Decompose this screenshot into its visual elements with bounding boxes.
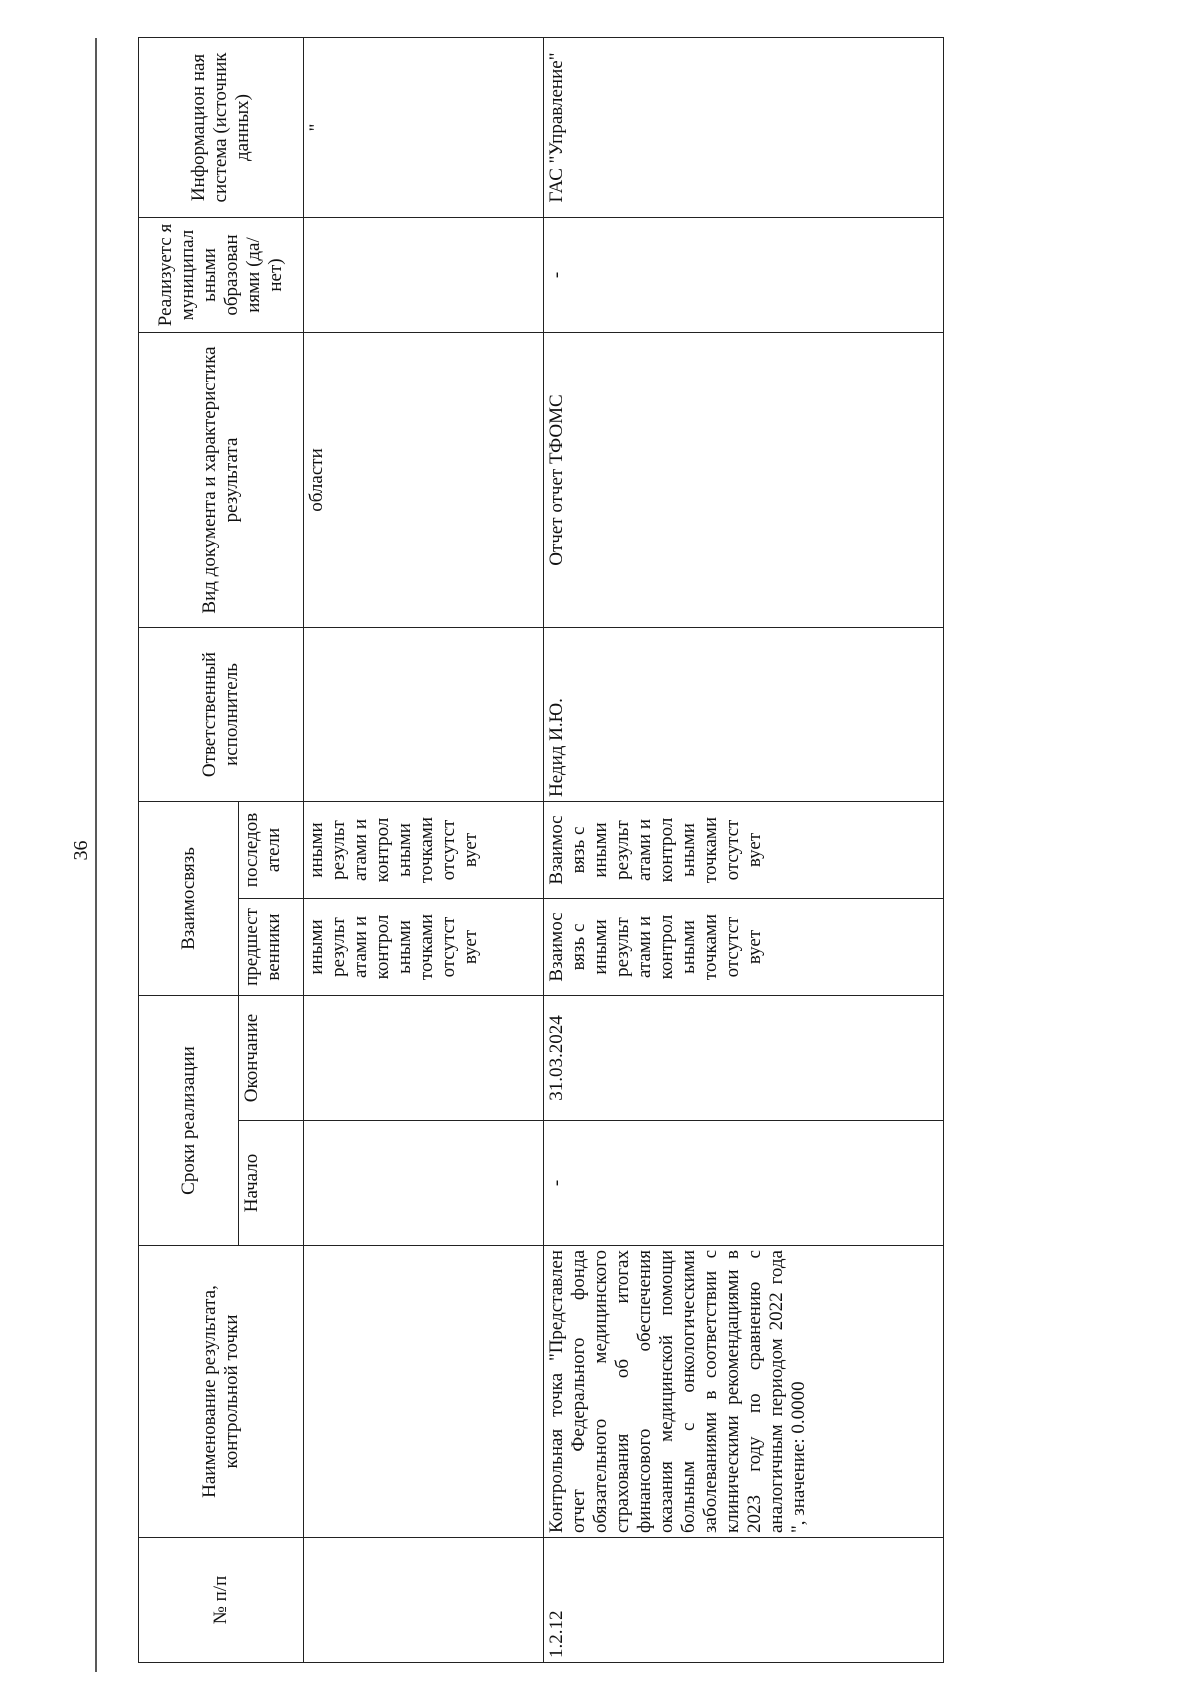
row-end: 31.03.2024 — [544, 996, 944, 1121]
header-predecessors: предшест венники — [239, 899, 304, 996]
rotated-page — [70, 38, 943, 1663]
row-name — [304, 1246, 544, 1538]
row-doc-type: Отчет отчет ТФОМС — [544, 333, 944, 628]
header-successors: последов атели — [239, 802, 304, 899]
row-responsible — [304, 628, 544, 802]
row-successors: Взаимос вязь с иными результ атами и контрол ьными точками отсутст вует — [544, 802, 944, 899]
row-info-system: ГАС "Управление" — [544, 38, 944, 218]
page-number: 36 — [70, 840, 92, 861]
row-doc-type: области — [304, 333, 544, 628]
header-doc-type: Вид документа и характеристика результата — [139, 333, 304, 628]
row-num: 1.2.12 — [544, 1538, 944, 1663]
row-start — [304, 1121, 544, 1246]
table-row — [304, 38, 544, 1663]
row-successors: иными результ атами и контрол ьными точками отсутст вует — [304, 802, 544, 899]
header-responsible: Ответственный исполнитель — [139, 628, 304, 802]
row-predecessors: Взаимос вязь с иными результ атами и контрол ьными точками отсутст вует — [544, 899, 944, 996]
header-municipal: Реализуетс я муниципал ьными образован иями (да/нет) — [139, 218, 304, 333]
header-end: Окончание — [239, 996, 304, 1121]
header-name: Наименование результата, контрольной точки — [139, 1246, 304, 1538]
header-info-system: Информацион ная система (источник данных) — [139, 38, 304, 218]
row-end — [304, 996, 544, 1121]
row-name: Контрольная точка "Представлен отчет Федерального фонда обязательного медицинского страхования об итогах финансового обеспечения оказания медицинской помощи больным с онкологическими заболеваниями в соответствии с клиническими рекомендациями в 2023 году по сравнению с аналогичным периодом 2022 года ", значение: 0.0000 — [544, 1246, 944, 1538]
row-start: - — [544, 1121, 944, 1246]
header-relation: Взаимосвязь — [139, 802, 239, 996]
header-terms: Сроки реализации — [139, 996, 239, 1246]
row-info-system: " — [304, 38, 544, 218]
row-predecessors: иными результ атами и контрол ьными точками отсутст вует — [304, 899, 544, 996]
row-num — [304, 1538, 544, 1663]
results-table — [138, 37, 944, 1663]
header-num: № п/п — [139, 1538, 304, 1663]
row-municipal — [304, 218, 544, 333]
header-row — [139, 38, 239, 1663]
table-row — [544, 38, 944, 1663]
header-start: Начало — [239, 1121, 304, 1246]
row-responsible: Недид И.Ю. — [544, 628, 944, 802]
row-municipal: - — [544, 218, 944, 333]
